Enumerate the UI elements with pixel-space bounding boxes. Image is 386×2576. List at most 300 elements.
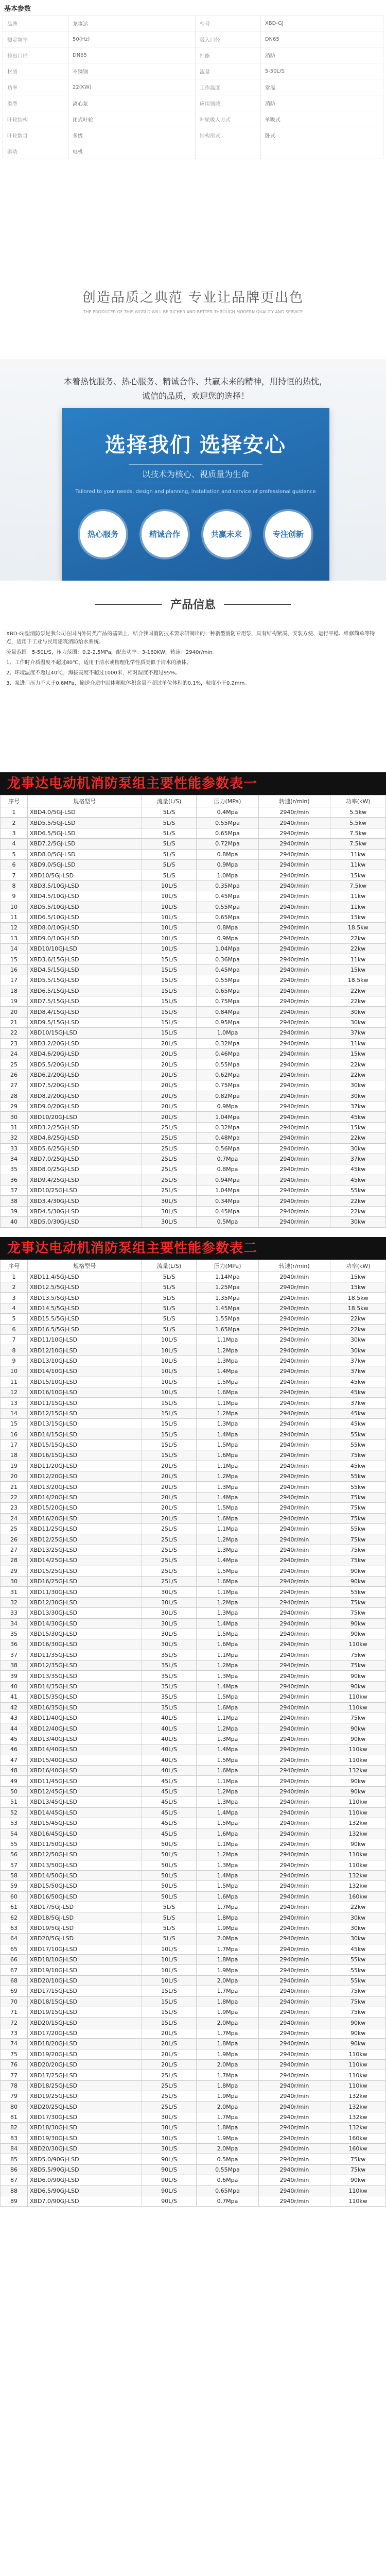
table-cell: 73	[1, 2028, 28, 2038]
table-cell: 32	[1, 1597, 28, 1607]
hero-intro: 本着热忱服务、热心服务、精诚合作、共赢未来的精神，用持恒的热忱，诚信的品质，欢迎您的选择！	[63, 377, 327, 401]
table-cell: 132kw	[330, 2091, 386, 2102]
hero-band	[62, 408, 329, 583]
table-cell: 1.2Mpa	[197, 1471, 258, 1482]
param-key: 功率	[3, 79, 68, 95]
table-cell: XBD11/30GJ-LSD	[27, 1587, 142, 1597]
table-cell: 10L/S	[142, 880, 197, 891]
table-cell: 22kw	[330, 1070, 386, 1080]
table-cell: XBD20/10GJ-LSD	[27, 1975, 142, 1986]
table-cell: 1.9Mpa	[197, 2007, 258, 2017]
table-cell: XBD4.8/25GJ-LSD	[27, 1133, 142, 1143]
table-row	[1, 828, 386, 838]
table-cell: 110kw	[330, 1755, 386, 1765]
table-cell: 20L/S	[142, 2059, 197, 2070]
table-cell: 20L/S	[142, 1503, 197, 1513]
table-cell: 2940r/min	[258, 1902, 330, 1912]
table-cell: XBD10/10GJ-LSD	[27, 944, 142, 954]
table-cell: 75kw	[330, 1996, 386, 2007]
table-cell: XBD11.4/5GJ-LSD	[27, 1272, 142, 1282]
hero-banner	[0, 359, 386, 627]
table-cell: 29	[1, 1566, 28, 1576]
table-cell: 110kw	[330, 2049, 386, 2059]
table-cell: 3	[1, 1293, 28, 1303]
table-cell: 11kw	[330, 954, 386, 964]
table-cell: XBD4.5/15GJ-LSD	[27, 964, 142, 975]
table-cell: 2940r/min	[258, 859, 330, 870]
table-cell: 30L/S	[142, 1206, 197, 1216]
table-cell: XBD7.0/90GJ-LSD	[27, 2196, 142, 2207]
param-key: 排出口径	[3, 47, 68, 63]
table-row	[1, 1639, 386, 1650]
table-cell: 1.1Mpa	[197, 1461, 258, 1471]
table-cell: 2940r/min	[258, 1429, 330, 1439]
table-cell: 58	[1, 1870, 28, 1880]
table-row	[1, 1629, 386, 1639]
table-cell: XBD16/20GJ-LSD	[27, 1513, 142, 1523]
table-cell: 16	[1, 1429, 28, 1439]
table-cell: 0.45Mpa	[197, 1206, 258, 1216]
table-row	[1, 1881, 386, 1891]
table-cell: 1.7Mpa	[197, 2028, 258, 2038]
table-cell: 10L/S	[142, 912, 197, 922]
table-row	[1, 2185, 386, 2196]
table-cell: 7	[1, 870, 28, 880]
table-cell: 1.6Mpa	[197, 1513, 258, 1523]
table-cell: 17	[1, 975, 28, 986]
table-cell: XBD15/15GJ-LSD	[27, 1439, 142, 1450]
divider-right	[224, 604, 291, 605]
table-cell: 2940r/min	[258, 964, 330, 975]
table-cell: 25L/S	[142, 1555, 197, 1566]
table-cell: XBD17/5GJ-LSD	[27, 1902, 142, 1912]
table-row	[1, 891, 386, 902]
table-cell: XBD16/45GJ-LSD	[27, 1828, 142, 1839]
table-cell: 90L/S	[142, 2196, 197, 2207]
table-row	[1, 2049, 386, 2059]
table-cell: XBD6.0/90GJ-LSD	[27, 2175, 142, 2185]
param-key: 材质	[3, 63, 68, 79]
table-cell: 2940r/min	[258, 1377, 330, 1387]
table-cell: 2940r/min	[258, 1618, 330, 1629]
table-cell: 0.55Mpa	[197, 1059, 258, 1070]
table-cell: 46	[1, 1744, 28, 1755]
params-table	[3, 15, 383, 159]
param-key: 应用领域	[195, 95, 260, 111]
table-cell: 64	[1, 1934, 28, 1944]
table-cell: 5L/S	[142, 1902, 197, 1912]
table-cell: 0.5Mpa	[197, 1217, 258, 1227]
table-cell: 34	[1, 1618, 28, 1629]
table-cell: XBD11/10GJ-LSD	[27, 1334, 142, 1345]
table-cell: XBD9.5/15GJ-LSD	[27, 1017, 142, 1027]
table-row	[1, 1776, 386, 1786]
table-row	[1, 1797, 386, 1807]
table-cell: XBD5.5/90GJ-LSD	[27, 2164, 142, 2175]
table-cell: 50L/S	[142, 1881, 197, 1891]
table-cell: 20L/S	[142, 1471, 197, 1482]
table-cell: XBD15/45GJ-LSD	[27, 1818, 142, 1828]
table-row	[1, 912, 386, 922]
table-cell: 2.0Mpa	[197, 2018, 258, 2028]
table-cell: XBD15/35GJ-LSD	[27, 1692, 142, 1702]
table-cell: XBD12/50GJ-LSD	[27, 1850, 142, 1860]
table-cell: 25L/S	[142, 1566, 197, 1576]
table-cell: 22	[1, 1492, 28, 1502]
table-cell: 30	[1, 1112, 28, 1122]
table-cell: 40	[1, 1217, 28, 1227]
table-cell: 2940r/min	[258, 1850, 330, 1860]
table-cell: 0.32Mpa	[197, 1122, 258, 1132]
table-cell: 7.5kw	[330, 880, 386, 891]
table-cell: 2940r/min	[258, 986, 330, 996]
spacer	[0, 1228, 386, 1237]
table-cell: 28	[1, 1091, 28, 1101]
table-cell: 1.4Mpa	[197, 1366, 258, 1377]
table-cell: 10L/S	[142, 1955, 197, 1965]
table-cell: 15L/S	[142, 1986, 197, 1996]
circle-innovation: 专注创新	[265, 511, 311, 557]
table-cell: 2940r/min	[258, 1196, 330, 1206]
table-cell: XBD14/40GJ-LSD	[27, 1744, 142, 1755]
table-cell: 61	[1, 1902, 28, 1912]
table-cell: XBD13/40GJ-LSD	[27, 1734, 142, 1744]
product-info	[0, 627, 386, 772]
table-cell: 90kw	[330, 2039, 386, 2049]
table-cell: 0.62Mpa	[197, 1070, 258, 1080]
param-value: 不锈钢	[68, 63, 196, 79]
table-row	[1, 975, 386, 986]
param-key: 驱动	[3, 143, 68, 159]
table-row	[1, 1366, 386, 1377]
table-cell: 90kw	[330, 1618, 386, 1629]
table-row	[1, 1828, 386, 1839]
param-value: 常温	[260, 79, 383, 95]
table-cell: 2940r/min	[258, 1534, 330, 1545]
table-cell: 0.7Mpa	[197, 2196, 258, 2207]
table-cell: 15L/S	[142, 964, 197, 975]
table-cell: 25L/S	[142, 1545, 197, 1555]
table-cell: 2	[1, 818, 28, 828]
table-cell: 19	[1, 996, 28, 1007]
table-row	[1, 1175, 386, 1185]
table-cell: 45	[1, 1734, 28, 1744]
table-cell: 1.0Mpa	[197, 870, 258, 880]
table-cell: 35L/S	[142, 1702, 197, 1713]
table-cell: 30kw	[330, 1091, 386, 1101]
hero-subline: 以技术为核心、视质量为生命	[129, 464, 262, 483]
table-cell: 2940r/min	[258, 1070, 330, 1080]
table-row	[1, 2133, 386, 2143]
table-cell: 36	[1, 1175, 28, 1185]
table-cell: 110kw	[330, 1807, 386, 1818]
table-cell: 2940r/min	[258, 1986, 330, 1996]
table-cell: 45kw	[330, 1164, 386, 1175]
table-cell: 132kw	[330, 1818, 386, 1828]
table-cell: 45L/S	[142, 1786, 197, 1797]
table-row	[1, 2059, 386, 2070]
table-row	[1, 1439, 386, 1450]
table-cell: 37kw	[330, 1398, 386, 1408]
table-cell: 28	[1, 1555, 28, 1566]
table-cell: 2940r/min	[258, 2154, 330, 2164]
table-cell: 1.5Mpa	[197, 1881, 258, 1891]
table-row	[1, 880, 386, 891]
table-cell: XBD19/5GJ-LSD	[27, 1923, 142, 1933]
table-cell: XBD14/20GJ-LSD	[27, 1492, 142, 1502]
table-cell: XBD16/30GJ-LSD	[27, 1639, 142, 1650]
table-cell: 2940r/min	[258, 1408, 330, 1418]
table-row	[1, 2144, 386, 2154]
table-cell: XBD12/40GJ-LSD	[27, 1723, 142, 1734]
table-cell: 30L/S	[142, 2112, 197, 2122]
table-cell: 40L/S	[142, 1755, 197, 1765]
table-cell: 38	[1, 1196, 28, 1206]
table-cell: XBD15.5/5GJ-LSD	[27, 1314, 142, 1324]
table-cell: 0.72Mpa	[197, 839, 258, 849]
param-key: 结构形式	[195, 127, 260, 143]
table-cell: XBD5.0/90GJ-LSD	[27, 2154, 142, 2164]
table-cell: 2940r/min	[258, 1366, 330, 1377]
table-cell: 1.3Mpa	[197, 1608, 258, 1618]
table-row	[1, 1080, 386, 1091]
table-cell: 55	[1, 1839, 28, 1849]
table-cell: 20L/S	[142, 1070, 197, 1080]
table-cell: 5L/S	[142, 807, 197, 818]
table-cell: 1.65Mpa	[197, 1324, 258, 1334]
table-cell: 2940r/min	[258, 1681, 330, 1691]
table-cell: 78	[1, 2080, 28, 2091]
table-cell: XBD7.5/20GJ-LSD	[27, 1080, 142, 1091]
table-row	[1, 1196, 386, 1206]
table-row	[1, 1850, 386, 1860]
column-header: 流量(L/S)	[142, 1260, 197, 1272]
table-cell: 88	[1, 2185, 28, 2196]
param-key: 类型	[3, 95, 68, 111]
table-row	[1, 1965, 386, 1975]
table-row	[1, 1765, 386, 1775]
column-header: 功率(kW)	[330, 795, 386, 807]
table-cell: 2940r/min	[258, 1692, 330, 1702]
table-cell: 55kw	[330, 1439, 386, 1450]
table-cell: 90kw	[330, 2175, 386, 2185]
table-cell: XBD12/25GJ-LSD	[27, 1534, 142, 1545]
table-cell: XBD16/40GJ-LSD	[27, 1765, 142, 1775]
table-cell: 1.1Mpa	[197, 1713, 258, 1723]
table-cell: 13	[1, 933, 28, 943]
table-row	[1, 1112, 386, 1122]
table-cell: 74	[1, 2039, 28, 2049]
table-cell: 20L/S	[142, 1091, 197, 1101]
table-cell: 22kw	[330, 996, 386, 1007]
table-cell: 2940r/min	[258, 1303, 330, 1313]
table-cell: 1.2Mpa	[197, 1408, 258, 1418]
table-row	[1, 1934, 386, 1944]
table-cell: 2940r/min	[258, 1101, 330, 1111]
table-cell: 15	[1, 954, 28, 964]
table-row	[1, 1429, 386, 1439]
table-cell: 77	[1, 2070, 28, 2080]
table-row	[1, 2039, 386, 2049]
table-cell: 2.0Mpa	[197, 2059, 258, 2070]
table-cell: XBD3.5/10GJ-LSD	[27, 880, 142, 891]
circle-cooperation: 精诚合作	[142, 511, 188, 557]
table-cell: XBD7.2/5GJ-LSD	[27, 839, 142, 849]
table-cell: 25L/S	[142, 1133, 197, 1143]
table-cell: 20L/S	[142, 1482, 197, 1492]
table-row	[1, 2175, 386, 2185]
table-cell: 0.8Mpa	[197, 923, 258, 933]
table-row	[1, 1870, 386, 1880]
table-cell: 5L/S	[142, 818, 197, 828]
table-cell: 19	[1, 1461, 28, 1471]
table-cell: 1.2Mpa	[197, 1534, 258, 1545]
table-cell: 2940r/min	[258, 1038, 330, 1048]
table-cell: 1.3Mpa	[197, 1860, 258, 1870]
table-cell: XBD20/15GJ-LSD	[27, 2018, 142, 2028]
table-row	[1, 1164, 386, 1175]
table-cell: 14	[1, 944, 28, 954]
table-cell: XBD18/5GJ-LSD	[27, 1912, 142, 1923]
table-cell: 1.3Mpa	[197, 1797, 258, 1807]
table-cell: XBD14.5/5GJ-LSD	[27, 1303, 142, 1313]
param-value: XBD-GJ	[260, 15, 383, 31]
table-cell: 5L/S	[142, 1923, 197, 1933]
table-cell: XBD14/50GJ-LSD	[27, 1870, 142, 1880]
table-cell: 11kw	[330, 859, 386, 870]
table-cell: 25L/S	[142, 1524, 197, 1534]
table-cell: XBD12.5/5GJ-LSD	[27, 1282, 142, 1293]
table-cell: 2940r/min	[258, 1080, 330, 1091]
table-cell: XBD8.0/25GJ-LSD	[27, 1164, 142, 1175]
table-cell: 50L/S	[142, 1850, 197, 1860]
param-value: DN65	[260, 31, 383, 47]
param-key: 型号	[195, 15, 260, 31]
table-row	[1, 1314, 386, 1324]
section-title: 产品信息	[170, 599, 216, 612]
table-cell: 22kw	[330, 1133, 386, 1143]
table-cell: 110kw	[330, 1860, 386, 1870]
table-cell: 75kw	[330, 1492, 386, 1502]
table-cell: 2940r/min	[258, 1744, 330, 1755]
table-cell: XBD4.5/30GJ-LSD	[27, 1206, 142, 1216]
table-cell: 0.45Mpa	[197, 964, 258, 975]
table-cell: 20L/S	[142, 2028, 197, 2038]
table-cell: XBD7.0/25GJ-LSD	[27, 1154, 142, 1164]
table-cell: 2940r/min	[258, 1965, 330, 1975]
perf-table-2	[0, 1260, 386, 2207]
table-cell: 55kw	[330, 1471, 386, 1482]
table-cell: 132kw	[330, 1828, 386, 1839]
table-cell: 1	[1, 1272, 28, 1282]
table-cell: 0.46Mpa	[197, 1048, 258, 1059]
table-cell: 1.6Mpa	[197, 1387, 258, 1397]
table-row	[1, 1671, 386, 1681]
table-row	[1, 849, 386, 859]
table-cell: 10L/S	[142, 933, 197, 943]
table-cell: 2940r/min	[258, 828, 330, 838]
table-cell: 75kw	[330, 2154, 386, 2164]
table-cell: 1.3Mpa	[197, 1419, 258, 1429]
table-cell: 0.56Mpa	[197, 1143, 258, 1154]
table-cell: 0.48Mpa	[197, 1133, 258, 1143]
table-cell: 75kw	[330, 1545, 386, 1555]
table-cell: 2940r/min	[258, 1398, 330, 1408]
table-cell: XBD19/30GJ-LSD	[27, 2133, 142, 2143]
table-cell: 30kw	[330, 1934, 386, 1944]
table-cell: 15L/S	[142, 996, 197, 1007]
table-cell: 79	[1, 2091, 28, 2102]
table-cell: 30L/S	[142, 2144, 197, 2154]
table-cell: 2940r/min	[258, 1807, 330, 1818]
table-cell: 35L/S	[142, 1692, 197, 1702]
table-cell: XBD18/20GJ-LSD	[27, 2039, 142, 2049]
table-row	[1, 1272, 386, 1282]
table-cell: 2940r/min	[258, 1293, 330, 1303]
table-cell: 0.32Mpa	[197, 1038, 258, 1048]
table-cell: 15L/S	[142, 1996, 197, 2007]
column-header: 功率(kW)	[330, 1260, 386, 1272]
table-cell: 39	[1, 1206, 28, 1216]
table-cell: 132kw	[330, 2112, 386, 2122]
table-cell: 2940r/min	[258, 923, 330, 933]
table-cell: 1.9Mpa	[197, 2049, 258, 2059]
column-header: 规格型号	[27, 795, 142, 807]
column-header: 压力(MPa)	[197, 795, 258, 807]
table-cell: 1.8Mpa	[197, 2080, 258, 2091]
table-cell: 2940r/min	[258, 1755, 330, 1765]
table-cell: XBD19/15GJ-LSD	[27, 2007, 142, 2017]
table-cell: 16	[1, 964, 28, 975]
param-value: 卧式	[260, 127, 383, 143]
table-cell: 43	[1, 1713, 28, 1723]
table-row	[1, 1839, 386, 1849]
table-cell: 86	[1, 2164, 28, 2175]
table-cell: 45L/S	[142, 1818, 197, 1828]
hero-en: Tailored to your needs, design and planning, installation and service of professional guidance	[75, 489, 316, 495]
table-cell: 25	[1, 1059, 28, 1070]
table-cell: 55kw	[330, 1955, 386, 1965]
params-row	[3, 127, 383, 143]
table-cell: 45kw	[330, 1419, 386, 1429]
table-cell: 80	[1, 2102, 28, 2112]
table-cell: 1.14Mpa	[197, 1272, 258, 1282]
table-cell: 17	[1, 1439, 28, 1450]
table-cell: 0.9Mpa	[197, 859, 258, 870]
table-cell: 90kw	[330, 1566, 386, 1576]
table-cell: 59	[1, 1881, 28, 1891]
table-cell: 2940r/min	[258, 839, 330, 849]
table-cell: 30kw	[330, 1334, 386, 1345]
table-row	[1, 1143, 386, 1154]
params-row	[3, 143, 383, 159]
table-cell: 30L/S	[142, 1618, 197, 1629]
table-cell: 37kw	[330, 1154, 386, 1164]
table-cell: 25L/S	[142, 2080, 197, 2091]
param-key: 工作温度	[195, 79, 260, 95]
table-cell: 2940r/min	[258, 1272, 330, 1282]
table-cell: 75kw	[330, 1608, 386, 1618]
params-row	[3, 63, 383, 79]
table-cell: 2940r/min	[258, 1513, 330, 1523]
table-cell: 0.45Mpa	[197, 891, 258, 902]
table-cell: 2940r/min	[258, 1975, 330, 1986]
table-cell: XBD20/20GJ-LSD	[27, 2059, 142, 2070]
table-cell: XBD4.0/5GJ-LSD	[27, 807, 142, 818]
table-cell: 1.1Mpa	[197, 1776, 258, 1786]
table-cell: 2940r/min	[258, 1881, 330, 1891]
table-cell: 20L/S	[142, 2039, 197, 2049]
